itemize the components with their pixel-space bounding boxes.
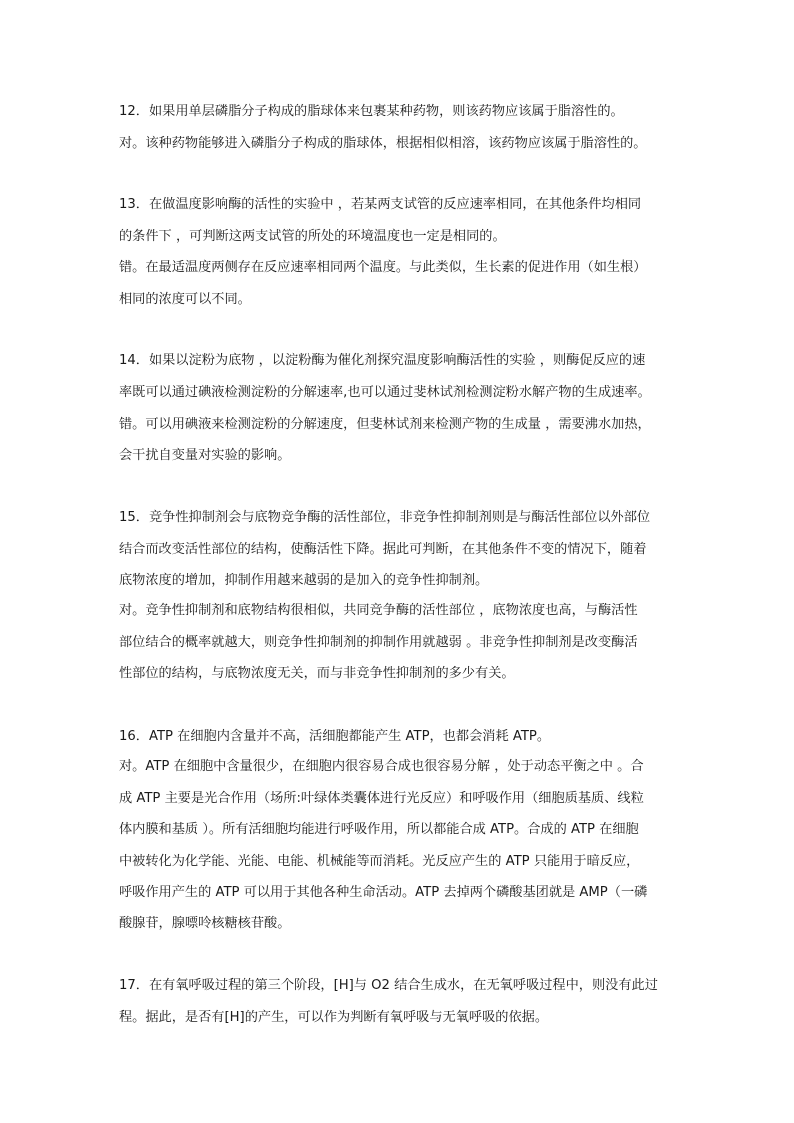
answer-15-line-2: 部位结合的概率就越大，则竞争性抑制剂的抑制作用就越弱 。非竞争性抑制剂是改变酶活 (119, 635, 638, 650)
answer-16-line-5: 呼吸作用产生的 ATP 可以用于其他各种生命活动。ATP 去掉两个磷酸基团就是 AMP（一磷 (119, 885, 648, 900)
question-13-line-2: 的条件下 ，可判断这两支试管的所处的环境温度也一定是相同的。 (119, 229, 506, 244)
question-14-line-1: 14．如果以淀粉为底物 ，以淀粉酶为催化剂探究温度影响酶活性的实验 ，则酶促反应的速 (119, 353, 646, 368)
answer-12-line-1: 对。该种药物能够进入磷脂分子构成的脂球体，根据相似相溶，该药物应该属于脂溶性的。 (119, 136, 647, 151)
answer-14-line-2: 会干扰自变量对实验的影响。 (119, 448, 291, 463)
answer-15-line-3: 性部位的结构，与底物浓度无关，而与非竞争性抑制剂的多少有关。 (119, 666, 515, 681)
question-14-line-2: 率既可以通过碘液检测淀粉的分解速率,也可以通过斐林试剂检测淀粉水解产物的生成速率。 (119, 385, 651, 400)
answer-16-line-1: 对。ATP 在细胞中含量很少，在细胞内很容易合成也很容易分解 ，处于动态平衡之中 。合 (119, 759, 644, 774)
answer-13-line-1: 错。在最适温度两侧存在反应速率相同两个温度。与此类似，生长素的促进作用（如生根） (119, 260, 647, 275)
answer-15-line-1: 对。竞争性抑制剂和底物结构很相似，共同竞争酶的活性部位 ，底物浓度也高，与酶活性 (119, 603, 638, 618)
answer-14-line-1: 错。可以用碘液来检测淀粉的分解速度，但斐林试剂来检测产物的生成量 ，需要沸水加热， (119, 417, 651, 432)
answer-13-line-2: 相同的浓度可以不同。 (119, 292, 251, 307)
answer-16-line-2: 成 ATP 主要是光合作用（场所:叶绿体类囊体进行光反应）和呼吸作用（细胞质基质、线粒 (119, 791, 644, 806)
question-15-line-3: 底物浓度的增加，抑制作用越来越弱的是加入的竞争性抑制剂。 (119, 573, 489, 588)
answer-16-line-6: 酸腺苷，腺嘌呤核糖核苷酸。 (119, 916, 291, 931)
answer-16-line-4: 中被转化为化学能、光能、电能、机械能等而消耗。光反应产生的 ATP 只能用于暗反应， (119, 854, 640, 869)
question-17-line-1: 17．在有氧呼吸过程的第三个阶段，[H]与 O2 结合生成水，在无氧呼吸过程中，则没有此过 (119, 978, 658, 993)
question-15-line-1: 15．竞争性抑制剂会与底物竞争酶的活性部位，非竞争性抑制剂则是与酶活性部位以外部位 (119, 510, 651, 525)
question-15-line-2: 结合而改变活性部位的结构，使酶活性下降。据此可判断，在其他条件不变的情况下，随着 (119, 542, 647, 557)
question-13-line-1: 13．在做温度影响酶的活性的实验中 ，若某两支试管的反应速率相同，在其他条件均相同 (119, 197, 642, 212)
answer-16-line-3: 体内膜和基质 ）。所有活细胞均能进行呼吸作用，所以都能合成 ATP。合成的 ATP 在细胞 (119, 822, 639, 837)
question-12-line-1: 12．如果用单层磷脂分子构成的脂球体来包裹某种药物，则该药物应该属于脂溶性的。 (119, 104, 624, 119)
question-16-line-1: 16．ATP 在细胞内含量并不高，活细胞都能产生 ATP，也都会消耗 ATP。 (119, 729, 551, 744)
question-17-line-2: 程。据此，是否有[H]的产生，可以作为判断有氧呼吸与无氧呼吸的依据。 (119, 1010, 549, 1025)
